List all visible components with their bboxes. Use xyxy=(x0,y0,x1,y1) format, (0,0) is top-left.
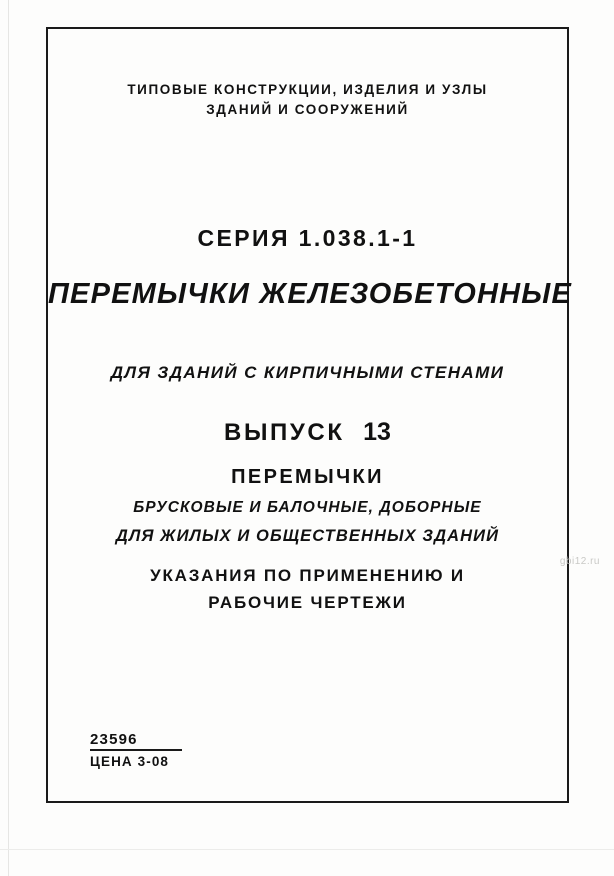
stamp-underline xyxy=(90,749,182,751)
purpose-line-2: РАБОЧИЕ ЧЕРТЕЖИ xyxy=(208,593,407,612)
issue-line xyxy=(48,418,567,447)
title-frame-border xyxy=(46,27,573,803)
issue-label: ВЫПУСК xyxy=(224,419,345,446)
header-line-1: ТИПОВЫЕ КОНСТРУКЦИИ, ИЗДЕЛИЯ И УЗЛЫ xyxy=(127,82,488,97)
description-line-1: БРУСКОВЫЕ И БАЛОЧНЫЕ, ДОБОРНЫЕ xyxy=(133,499,482,516)
watermark-text: gbi12.ru xyxy=(559,556,600,567)
series-designation: СЕРИЯ 1.038.1-1 xyxy=(197,225,418,251)
scan-edge-left xyxy=(8,0,9,876)
scan-edge-bottom xyxy=(0,849,614,850)
issue-number: 13 xyxy=(363,418,391,446)
description-line-2: ДЛЯ ЖИЛЫХ И ОБЩЕСТВЕННЫХ ЗДАНИЙ xyxy=(115,527,500,545)
purpose-line-1: УКАЗАНИЯ ПО ПРИМЕНЕНИЮ И xyxy=(150,566,465,585)
header-line-2: ЗДАНИЙ И СООРУЖЕНИЙ xyxy=(206,102,409,117)
document-subtitle: ДЛЯ ЗДАНИЙ С КИРПИЧНЫМИ СТЕНАМИ xyxy=(110,363,505,382)
stamp-block xyxy=(90,731,182,769)
document-main-title: ПЕРЕМЫЧКИ ЖЕЛЕЗОБЕТОННЫЕ xyxy=(48,278,573,310)
stamp-price: ЦЕНА 3-08 xyxy=(90,754,170,769)
stamp-number: 23596 xyxy=(90,731,138,748)
section-word: ПЕРЕМЫЧКИ xyxy=(231,466,384,488)
